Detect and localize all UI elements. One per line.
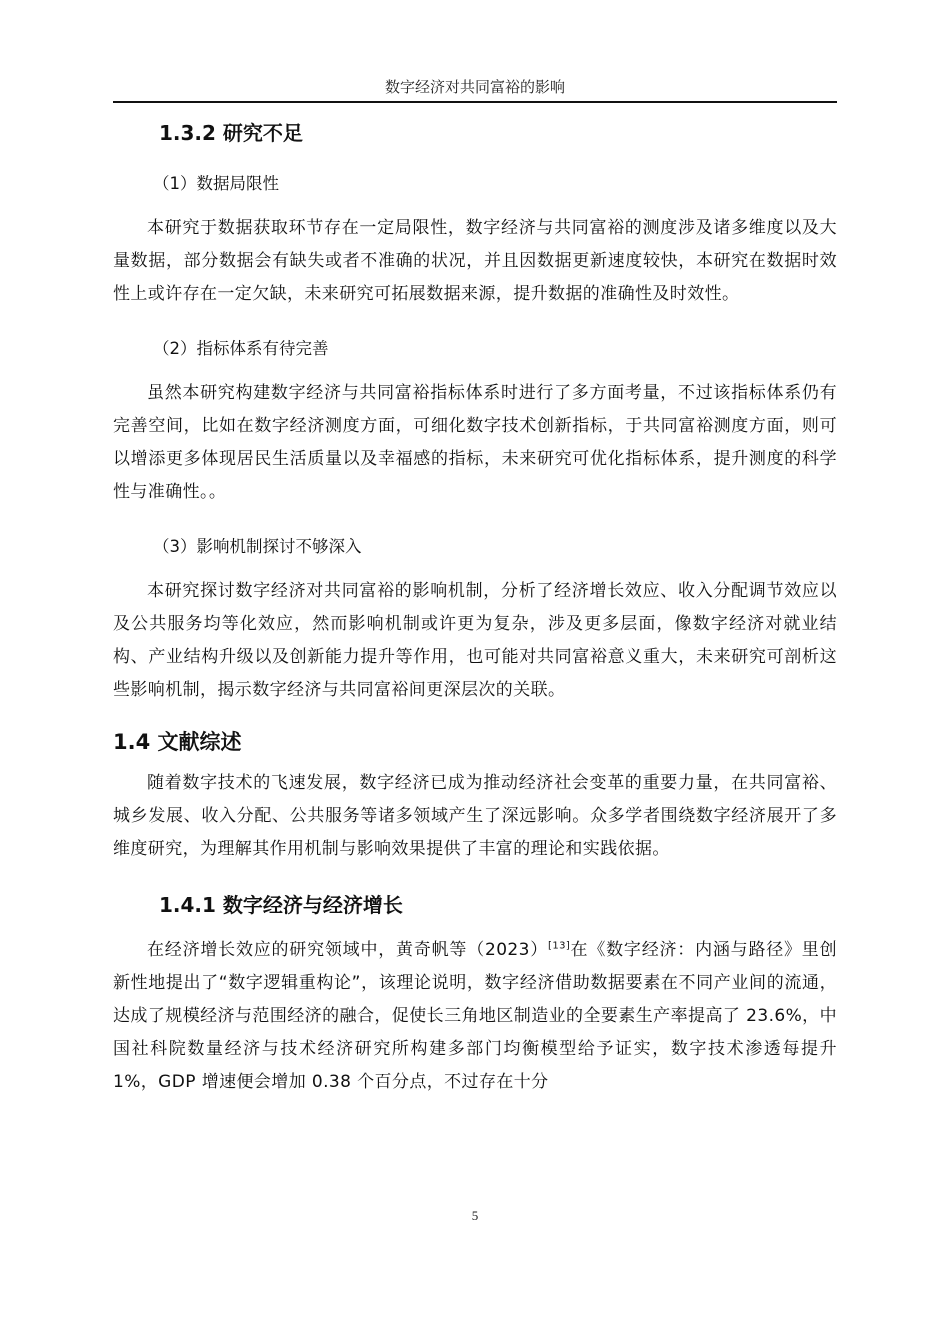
paragraph-data-limitation: 本研究于数据获取环节存在一定局限性，数字经济与共同富裕的测度涉及诸多维度以及大量数据，部分数据会有缺失或者不准确的状况，并且因数据更新速度较快，本研究在数据时效性上或许存在一定欠缺，未来研究可拓展数据来源，提升数据的准确性及时效性。 xyxy=(113,218,837,304)
subheading-index-system: （2）指标体系有待完善 xyxy=(153,339,329,358)
paragraph-mechanism: 本研究探讨数字经济对共同富裕的影响机制，分析了经济增长效应、收入分配调节效应以及公共服务均等化效应，然而影响机制或许更为复杂，涉及更多层面，像数字经济对就业结构、产业结构升级以及创新能力提升等作用，也可能对共同富裕意义重大，未来研究可剖析这些影响机制，揭示数字经济与共同富裕间更深层次的关联。 xyxy=(113,581,837,700)
page-number: 5 xyxy=(471,1208,479,1223)
paragraph-literature-review: 随着数字技术的飞速发展，数字经济已成为推动经济社会变革的重要力量，在共同富裕、城乡发展、收入分配、公共服务等诸多领域产生了深远影响。众多学者围绕数字经济展开了多维度研究，为理解其作用机制与影响效果提供了丰富的理论和实践依据。 xyxy=(113,773,837,859)
paragraph-economic-growth xyxy=(113,934,837,1099)
subheading-mechanism: （3）影响机制探讨不够深入 xyxy=(153,537,362,556)
running-header: 数字经济对共同富裕的影响 xyxy=(384,78,565,96)
page-body xyxy=(113,110,837,1109)
section-heading-1-3-2: 1.3.2 研究不足 xyxy=(159,121,303,145)
header-divider xyxy=(113,101,837,103)
citation-marker: [13] xyxy=(548,940,571,952)
text-after-citation: 在《数字经济：内涵与路径》里创新性地提出了“数字逻辑重构论”，该理论说明，数字经济借助数据要素在不同产业间的流通，达成了规模经济与范围经济的融合，促使长三角地区制造业的全要素生产率提高了 23.6%，中国社科院数量经济与技术经济研究所构建多部门均衡模型给予证实，数字技术渗透每提升 1%，GDP 增速便会增加 0.38 个百分点，不过存在十分 xyxy=(113,940,837,1092)
section-heading-1-4: 1.4 文献综述 xyxy=(113,730,242,754)
subheading-data-limitation: （1）数据局限性 xyxy=(153,174,279,193)
text-before-citation: 在经济增长效应的研究领域中，黄奇帆等（2023） xyxy=(147,940,549,960)
section-heading-1-4-1: 1.4.1 数字经济与经济增长 xyxy=(159,893,403,917)
paragraph-index-system: 虽然本研究构建数字经济与共同富裕指标体系时进行了多方面考量，不过该指标体系仍有完善空间，比如在数字经济测度方面，可细化数字技术创新指标，于共同富裕测度方面，则可以增添更多体现居民生活质量以及幸福感的指标，未来研究可优化指标体系，提升测度的科学性与准确性。。 xyxy=(113,383,837,502)
